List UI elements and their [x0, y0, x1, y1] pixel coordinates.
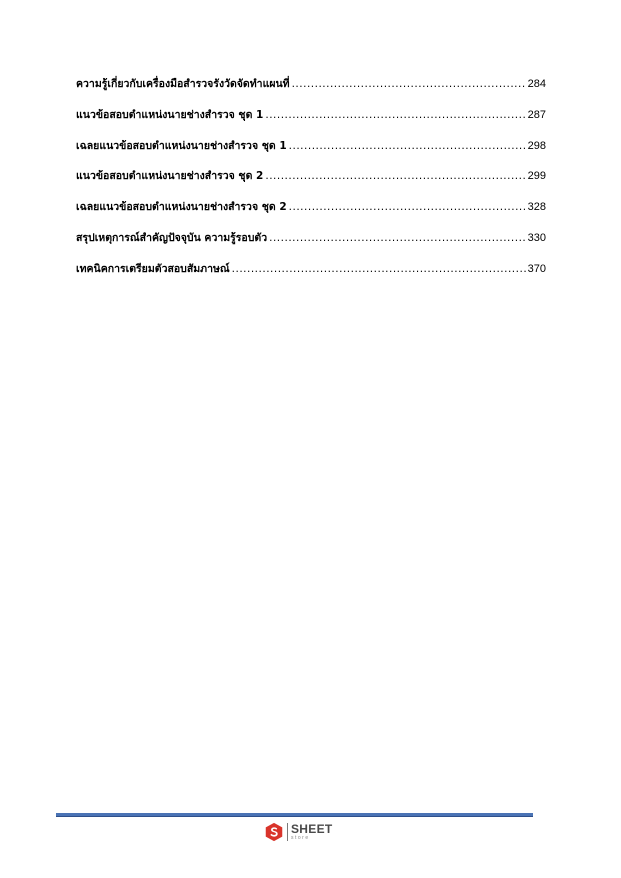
toc-entry-page: 330 [527, 231, 546, 244]
footer-divider [56, 813, 533, 817]
toc-entry[interactable] [76, 228, 546, 259]
toc-dot-leader [265, 166, 525, 186]
toc-dot-leader [289, 197, 526, 217]
toc-entry-page: 287 [527, 108, 546, 121]
sheet-store-logo-icon [263, 821, 285, 843]
toc-dot-leader [232, 259, 526, 279]
toc-entry-page: 298 [527, 139, 546, 152]
toc-entry-title: แนวข้อสอบตำแหน่งนายช่างสำรวจ ชุด 1 [76, 108, 264, 121]
toc-entry-page: 370 [527, 262, 546, 275]
logo-text [291, 823, 333, 841]
logo-subtext: store [291, 835, 310, 841]
toc-entry-page: 299 [527, 170, 546, 183]
sheet-store-logo [263, 821, 333, 843]
toc-entry[interactable] [76, 105, 546, 136]
table-of-contents [76, 74, 546, 290]
toc-dot-leader [292, 74, 526, 94]
toc-entry[interactable] [76, 259, 546, 290]
toc-entry[interactable] [76, 166, 546, 197]
toc-dot-leader [269, 228, 526, 248]
toc-entry-title: สรุปเหตุการณ์สำคัญปัจจุบัน ความรู้รอบตัว [76, 231, 268, 244]
toc-entry-page: 328 [527, 201, 546, 214]
toc-entry[interactable] [76, 197, 546, 228]
toc-dot-leader [265, 105, 525, 125]
toc-entry-title: เฉลยแนวข้อสอบตำแหน่งนายช่างสำรวจ ชุด 2 [76, 201, 287, 214]
logo-word: SHEET [291, 822, 333, 836]
logo-divider [287, 823, 288, 841]
toc-entry-title: เทคนิคการเตรียมตัวสอบสัมภาษณ์ [76, 262, 230, 275]
toc-entry-title: เฉลยแนวข้อสอบตำแหน่งนายช่างสำรวจ ชุด 1 [76, 139, 287, 152]
toc-entry-title: แนวข้อสอบตำแหน่งนายช่างสำรวจ ชุด 2 [76, 170, 264, 183]
toc-entry[interactable] [76, 74, 546, 105]
toc-entry[interactable] [76, 136, 546, 167]
toc-entry-title: ความรู้เกี่ยวกับเครื่องมือสำรวจรังวัดจัดทำแผนที่ [76, 78, 290, 90]
toc-entry-page: 284 [527, 78, 546, 90]
toc-dot-leader [289, 136, 526, 156]
